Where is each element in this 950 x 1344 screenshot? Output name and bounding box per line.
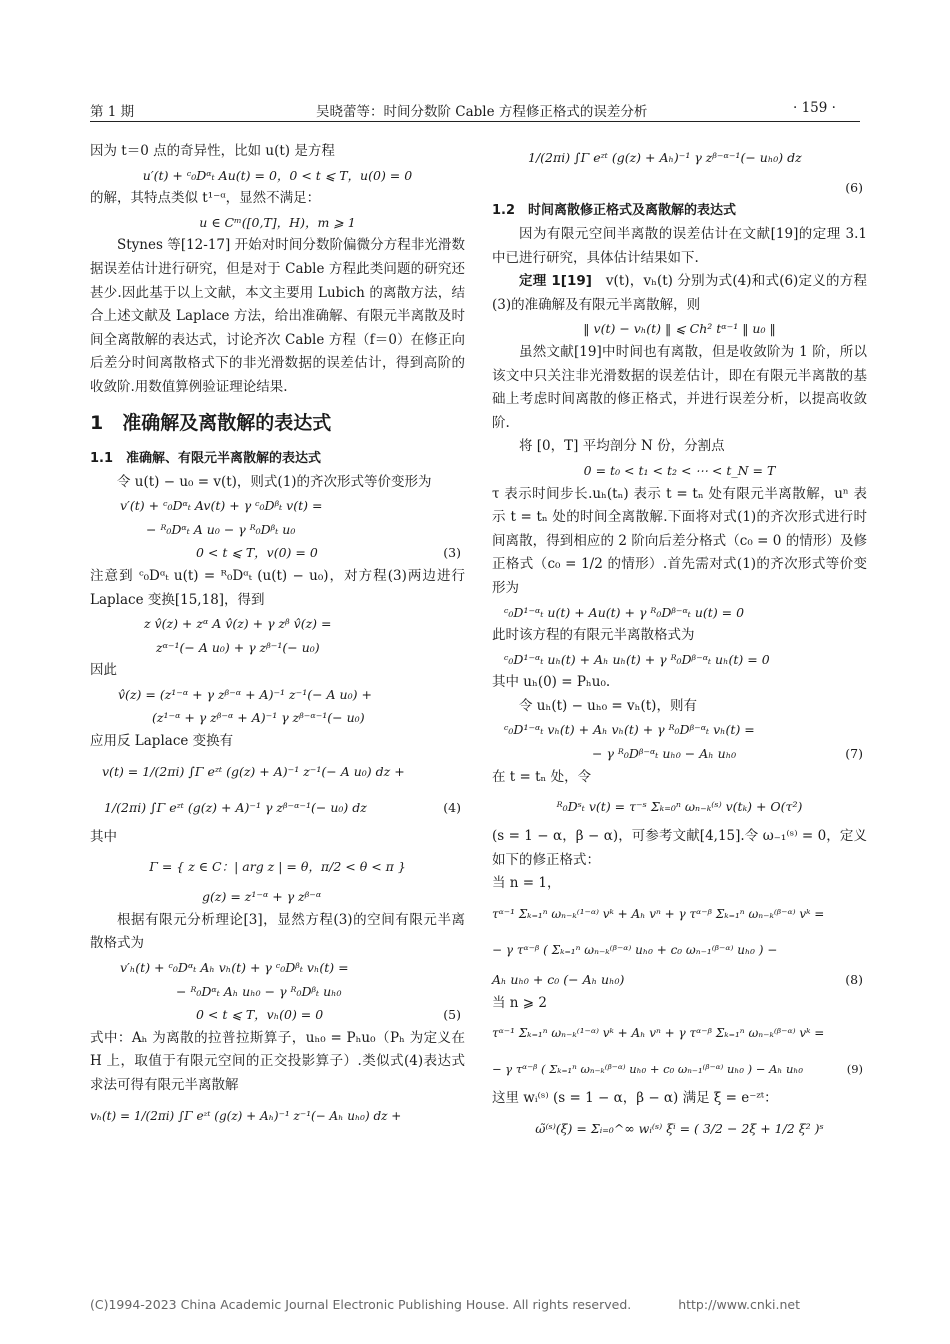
subsection-heading: 1.2 时间离散修正格式及离散解的表达式: [492, 203, 737, 218]
paragraph: 当 n = 1，: [492, 875, 561, 892]
equation-number: (8): [845, 972, 863, 988]
equation-5: [90, 1003, 465, 1027]
equation: − γ τᵅ⁻ᵝ ( Σₖ₌₁ⁿ ωₙ₋ₖ⁽ᵝ⁻ᵅ⁾ uₕ₀ + c₀ ωₙ₋₁⁽ᵝ⁻ᵅ⁾ uₕ₀ ) −: [492, 943, 778, 958]
equation: z v̂(z) + zᵅ A v̂(z) + γ zᵝ v̂(z) =: [144, 616, 332, 632]
equation: ω̃⁽ˢ⁾(ξ) = Σᵢ₌₀^∞ wᵢ⁽ˢ⁾ ξⁱ = ( 3/2 − 2ξ + 1/2 ξ² )ˢ: [535, 1120, 824, 1136]
paragraph: 将 [0，T] 平均剖分 N 份，分割点: [519, 438, 725, 455]
equation: 1/(2πi) ∫Γ eᶻᵗ (g(z) + A)⁻¹ γ zᵝ⁻ᵅ⁻¹(− u₀) dz: [104, 799, 367, 815]
paragraph: 这里 wᵢ⁽ˢ⁾ (s = 1 − α，β − α) 满足 ξ = e⁻ᶻᵗ：: [492, 1090, 778, 1107]
theorem-text: v(t)，vₕ(t) 分别为式(4)和式(6)定义的方程(3)的准确解及有限元半离散解，则: [492, 273, 867, 313]
equation-number: (5): [443, 1007, 461, 1023]
equation: ‖ v(t) − vₕ(t) ‖ ⩽ Ch² tᵅ⁻¹ ‖ u₀ ‖: [583, 321, 776, 337]
equation: 0 < t ⩽ T，vₕ(0) = 0: [196, 1007, 324, 1023]
equation-number: (7): [845, 746, 863, 762]
paragraph: 令 uₕ(t) − uₕ₀ = vₕ(t)，则有: [519, 697, 697, 714]
paragraph: 应用反 Laplace 变换有: [90, 733, 234, 750]
equation: u ∈ Cᵐ([0,T]，H)，m ⩾ 1: [199, 214, 356, 230]
footer-link[interactable]: http://www.cnki.net: [678, 1297, 800, 1312]
paragraph: 式中：Aₕ 为离散的拉普拉斯算子，uₕ₀ = Pₕu₀（Pₕ 为定义在 H 上，取值于有限元空间的正交投影算子）.类似式(4)表达式求法可得有限元半离散解: [90, 1029, 465, 1093]
right-column: [492, 140, 867, 1147]
equation-9: [492, 1051, 867, 1087]
paragraph: 因此: [90, 662, 117, 679]
equation: vₕ(t) = 1/(2πi) ∫Γ eᶻᵗ (g(z) + Aₕ)⁻¹ z⁻¹(− Aₕ uₕ₀) dz +: [90, 1108, 402, 1123]
paragraph: 令 u(t) − u₀ = v(t)，则式(1)的齐次形式等价变形为: [117, 473, 432, 490]
equation: v̂(z) = (z¹⁻ᵅ + γ zᵝ⁻ᵅ + A)⁻¹ z⁻¹(− A u₀) +: [118, 686, 372, 702]
equation-8: [492, 968, 867, 992]
paragraph: Stynes 等[12-17] 开始对时间分数阶偏微分方程非光滑数据误差估计进行研究，但是对于 Cable 方程此类问题的研究还甚少.因此基于以上文献，本文主要用 Lubich 的离散方法，结合上述文献及 Laplace 方法，给出准确解、有限元半离散及时间全离散解的表达式，讨论齐次 Cable 方程（f＝0）在修正向后差分时间离散格式下的非光滑数据的误差估计，得到高阶的收敛阶.用数值算例验证理论结果.: [90, 237, 465, 395]
equation: τᵅ⁻¹ Σₖ₌₁ⁿ ωₙ₋ₖ⁽¹⁻ᵅ⁾ vᵏ + Aₕ vⁿ + γ τᵅ⁻ᵝ Σₖ₌₁ⁿ ωₙ₋ₖ⁽ᵝ⁻ᵅ⁾ vᵏ =: [492, 907, 825, 922]
equation: − γ τᵅ⁻ᵝ ( Σₖ₌₁ⁿ ωₙ₋ₖ⁽ᵝ⁻ᵅ⁾ uₕ₀ + c₀ ωₙ₋₁⁽ᵝ⁻ᵅ⁾ uₕ₀ ) − Aₕ uₕ₀: [492, 1062, 804, 1077]
paragraph: 因为有限元空间半离散的误差估计在文献[19]的定理 3.1 中已进行研究，具体估计结果如下.: [492, 226, 867, 266]
equation: Aₕ uₕ₀ + c₀ (− Aₕ uₕ₀): [492, 972, 625, 988]
equation: 1/(2πi) ∫Γ eᶻᵗ (g(z) + Aₕ)⁻¹ γ zᵝ⁻ᵅ⁻¹(− uₕ₀) dz: [528, 150, 802, 165]
equation-4: [90, 790, 465, 826]
paragraph: 当 n ⩾ 2: [492, 994, 547, 1011]
equation: − γ ᴿ₀Dᵝ⁻ᵅₜ uₕ₀ − Aₕ uₕ₀: [592, 746, 737, 762]
equation: zᵅ⁻¹(− A u₀) + γ zᵝ⁻¹(− u₀): [156, 639, 320, 655]
paragraph: τ 表示时间步长.uₕ(tₙ) 表示 t = tₙ 处有限元半离散解，uⁿ 表示 t = tₙ 处的时间全离散解.下面将对式(1)的齐次形式进行时间离散，得到相应的 2 阶向后差分格式（c₀ = 0 的情形）及修正格式（c₀ = 1/2 的情形）.首先需对式(1)的齐次形式等价变形为: [492, 485, 867, 596]
copyright-notice: (C)1994-2023 China Academic Journal Electronic Publishing House. All rights reserved.: [90, 1297, 632, 1312]
equation: 0 = t₀ < t₁ < t₂ < ⋯ < t_N = T: [583, 462, 776, 478]
theorem: [492, 270, 867, 317]
section-heading: 1 准确解及离散解的表达式: [90, 411, 332, 434]
equation-number: (6): [845, 180, 863, 195]
equation: (z¹⁻ᵅ + γ zᵝ⁻ᵅ + A)⁻¹ γ zᵝ⁻ᵅ⁻¹(− u₀): [152, 710, 365, 726]
equation-3: [90, 541, 465, 565]
equation: v(t) = 1/(2πi) ∫Γ eᶻᵗ (g(z) + A)⁻¹ z⁻¹(− A u₀) dz +: [102, 763, 405, 779]
left-column: [90, 140, 465, 1134]
paragraph: 在 t = tₙ 处，令: [492, 768, 592, 785]
equation: ᴿ₀Dˢₜ v(t) = τ⁻ˢ Σₖ₌₀ⁿ ωₙ₋ₖ⁽ˢ⁾ v(tₖ) + O(τ²): [556, 799, 803, 815]
running-title: 吴晓蕾等：时间分数阶 Cable 方程修正格式的误差分析: [316, 104, 648, 120]
theorem-label: 定理 1[19]: [519, 273, 592, 290]
paragraph: 因为 t＝0 点的奇异性，比如 u(t) 是方程: [90, 143, 335, 159]
page-number: · 159 ·: [793, 100, 836, 116]
paragraph: 此时该方程的有限元半离散格式为: [492, 627, 695, 644]
equation: − ᴿ₀Dᵅₜ Aₕ uₕ₀ − γ ᴿ₀Dᵝₜ uₕ₀: [176, 983, 342, 999]
equation: ᶜ₀D¹⁻ᵅₜ vₕ(t) + Aₕ vₕ(t) + γ ᴿ₀Dᵝ⁻ᵅₜ vₕ(t) =: [504, 722, 755, 738]
equation: g(z) = z¹⁻ᵅ + γ zᵝ⁻ᵅ: [202, 889, 322, 905]
equation: v′(t) + ᶜ₀Dᵅₜ Av(t) + γ ᶜ₀Dᵝₜ v(t) =: [120, 498, 323, 514]
equation: ᶜ₀D¹⁻ᵅₜ u(t) + Au(t) + γ ᴿ₀Dᵝ⁻ᵅₜ u(t) = 0: [504, 604, 745, 620]
equation-number: (3): [443, 545, 461, 561]
paragraph: 其中 uₕ(0) = Pₕu₀.: [492, 674, 611, 691]
equation: Γ = { z ∈ C：| arg z | = θ，π/2 < θ < π }: [149, 859, 406, 875]
page-footer: [90, 1297, 860, 1312]
subsection-heading: 1.1 准确解、有限元半离散解的表达式: [90, 450, 322, 466]
paragraph: 注意到 ᶜ₀Dᵅₜ u(t) = ᴿ₀Dᵅₜ (u(t) − u₀)，对方程(3)两边进行 Laplace 变换[15,18]，得到: [90, 567, 465, 608]
equation-7: [492, 742, 867, 766]
paragraph: 根据有限元分析理论[3]，显然方程(3)的空间有限元半离散格式为: [90, 911, 465, 952]
paragraph: 虽然文献[19]中时间也有离散，但是收敛阶为 1 阶，所以该文中只关注非光滑数据的误差估计，即在有限元半离散的基础上考虑时间离散的修正格式，并进行误差分析，以提高收敛阶.: [492, 343, 867, 431]
equation: − ᴿ₀Dᵅₜ A u₀ − γ ᴿ₀Dᵝₜ u₀: [146, 521, 296, 537]
paragraph: (s = 1 − α，β − α)，可参考文献[4,15].令 ω₋₁⁽ˢ⁾ = 0，定义如下的修正格式：: [492, 828, 867, 868]
equation-number: (4): [443, 799, 461, 815]
header-rule: [90, 121, 860, 122]
equation: 0 < t ⩽ T，v(0) = 0: [196, 545, 318, 561]
equation: v′ₕ(t) + ᶜ₀Dᵅₜ Aₕ vₕ(t) + γ ᶜ₀Dᵝₜ vₕ(t) =: [120, 960, 349, 976]
equation: τᵅ⁻¹ Σₖ₌₁ⁿ ωₙ₋ₖ⁽¹⁻ᵅ⁾ vᵏ + Aₕ vⁿ + γ τᵅ⁻ᵝ Σₖ₌₁ⁿ ωₙ₋ₖ⁽ᵝ⁻ᵅ⁾ vᵏ =: [492, 1026, 825, 1041]
equation-6: [492, 176, 867, 198]
equation-number: (9): [846, 1062, 863, 1077]
equation: u′(t) + ᶜ₀Dᵅₜ Au(t) = 0，0 < t ⩽ T，u(0) = 0: [142, 167, 413, 183]
paragraph: 其中: [90, 828, 117, 845]
issue-label: 第 1 期: [90, 104, 135, 120]
paragraph: 的解，其特点类似 t¹⁻ᵅ，显然不满足：: [90, 190, 321, 207]
equation: ᶜ₀D¹⁻ᵅₜ uₕ(t) + Aₕ uₕ(t) + γ ᴿ₀Dᵝ⁻ᵅₜ uₕ(t) = 0: [504, 651, 770, 667]
